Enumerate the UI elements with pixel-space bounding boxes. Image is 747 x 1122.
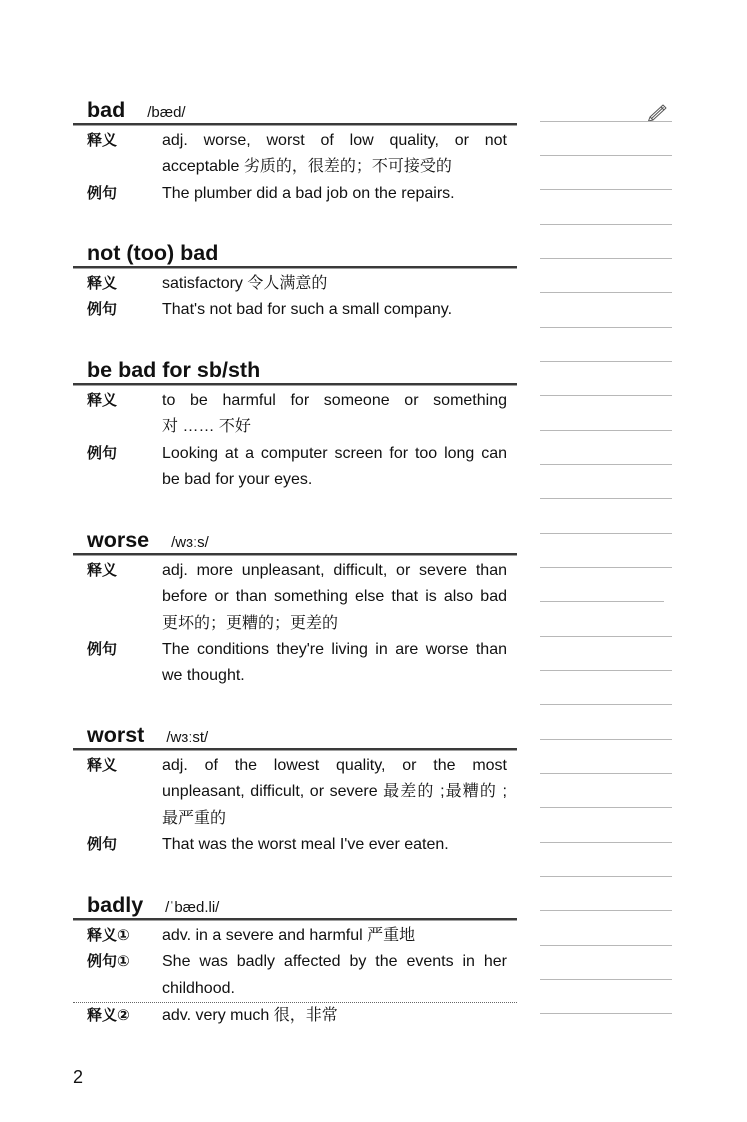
definition-line: to be harmful for someone or something [162, 392, 507, 409]
entry-be-bad-for [73, 358, 517, 493]
note-line [540, 704, 672, 705]
phonetic: /bæd/ [147, 104, 186, 121]
definition-label: 释义 [87, 132, 118, 149]
definition-line: 更坏的；更糟的；更差的 [162, 614, 339, 632]
definition-line: acceptable 劣质的，很差的；不可接受的 [162, 158, 452, 176]
headword: badly [87, 893, 144, 917]
example-line: Looking at a computer screen for too long can [162, 444, 507, 462]
note-line [540, 739, 672, 740]
entry-body [73, 386, 517, 493]
example-line: The conditions they're living in are worse than [162, 640, 507, 658]
note-line [540, 327, 672, 328]
entry-heading [73, 241, 517, 266]
note-line [540, 601, 664, 602]
note-line [540, 533, 672, 534]
example-text [162, 949, 507, 1002]
phonetic: /wɜːst/ [166, 729, 209, 746]
note-line [540, 910, 672, 911]
definition-line: satisfactory 令人满意的 [162, 275, 328, 292]
example-row [73, 949, 517, 1002]
example-label: 例句 [87, 184, 118, 202]
note-line [540, 807, 672, 808]
example-label: 例句 [87, 640, 118, 658]
example-label: 例句 [87, 835, 118, 853]
definition-text [162, 753, 507, 832]
headword: bad [87, 98, 126, 122]
example-line: The plumber did a bad job on the repairs. [162, 184, 455, 202]
definition-label: 释义 [87, 275, 118, 292]
definition-label: 释义 [87, 757, 118, 774]
example-text [162, 181, 507, 207]
definition-line: adj. worse, worst of low quality, or not [162, 132, 507, 149]
entry-body [73, 126, 517, 207]
entry-heading [73, 358, 517, 383]
definition-row [73, 388, 517, 441]
note-line [540, 773, 672, 774]
definition-line: before or than something else that is also bad [162, 588, 507, 606]
definition-row [73, 1002, 517, 1029]
definition-label: 释义 [87, 392, 118, 409]
example-label: 例句① [87, 953, 130, 971]
entry-heading [73, 893, 517, 918]
note-line [540, 567, 672, 568]
example-text [162, 832, 507, 858]
example-label: 例句 [87, 301, 118, 319]
example-row [73, 637, 517, 690]
headword: worse [87, 528, 150, 552]
definition-line: 对 …… 不好 [162, 418, 251, 436]
definition-text [162, 388, 507, 441]
example-row [73, 297, 517, 323]
example-line: She was badly affected by the events in her [162, 953, 507, 971]
note-line [540, 395, 672, 396]
example-text [162, 441, 507, 494]
entry-heading [73, 528, 517, 553]
definition-line: 最严重的 [162, 809, 227, 827]
note-line [540, 979, 672, 980]
headword: worst [87, 723, 145, 747]
headword: be bad for sb/sth [87, 358, 261, 382]
note-line [540, 155, 672, 156]
note-line [540, 876, 672, 877]
definition-line: unpleasant, difficult, or severe 最差的 ;最糟的 ; [162, 783, 507, 801]
entry-body [73, 269, 517, 324]
entry-bad [73, 98, 517, 207]
page-number: 2 [73, 1067, 84, 1087]
definition-line: adj. more unpleasant, difficult, or severe than [162, 562, 507, 579]
entry-body [73, 921, 517, 1029]
note-line [540, 361, 672, 362]
note-line [540, 842, 672, 843]
definition-text [162, 128, 507, 181]
note-line [540, 464, 672, 465]
note-line [540, 292, 672, 293]
definition-text [162, 271, 507, 297]
definition-row [73, 753, 517, 832]
definition-text [162, 923, 507, 949]
example-row [73, 832, 517, 858]
definition-text [162, 1003, 507, 1029]
definition-label: 释义① [87, 927, 130, 944]
example-line: That was the worst meal I've ever eaten. [162, 835, 449, 853]
entry-heading [73, 98, 517, 123]
definition-row [73, 271, 517, 297]
note-line [540, 258, 672, 259]
example-label: 例句 [87, 444, 118, 462]
note-line [540, 498, 672, 499]
definition-line: adv. very much 很，非常 [162, 1006, 338, 1024]
example-text [162, 637, 507, 690]
note-line [540, 670, 672, 671]
phonetic: /ˈbæd.li/ [165, 899, 220, 916]
headword: not (too) bad [87, 241, 219, 265]
note-line [540, 224, 672, 225]
example-row [73, 441, 517, 494]
definition-line: adj. of the lowest quality, or the most [162, 757, 507, 774]
example-line: That's not bad for such a small company. [162, 301, 453, 319]
entry-body [73, 556, 517, 689]
pencil-icon [646, 102, 670, 122]
entry-not-too-bad [73, 241, 517, 324]
example-line: we thought. [162, 667, 245, 685]
entry-badly [73, 893, 517, 1029]
definition-row [73, 558, 517, 637]
entry-body [73, 751, 517, 858]
note-line [540, 121, 672, 122]
definition-label: 释义 [87, 562, 118, 579]
example-line: be bad for your eyes. [162, 470, 313, 488]
note-line [540, 1013, 672, 1014]
example-row [73, 181, 517, 207]
example-line: childhood. [162, 979, 235, 997]
definition-row [73, 923, 517, 949]
entry-worse [73, 528, 517, 689]
definition-label: 释义② [87, 1006, 130, 1024]
entry-heading [73, 723, 517, 748]
phonetic: /wɜːs/ [171, 534, 209, 551]
definition-line: adv. in a severe and harmful 严重地 [162, 927, 416, 944]
note-line [540, 189, 672, 190]
note-line [540, 636, 672, 637]
example-text [162, 297, 507, 323]
definition-row [73, 128, 517, 181]
note-line [540, 430, 672, 431]
definition-text [162, 558, 507, 637]
note-line [540, 945, 672, 946]
entry-worst [73, 723, 517, 858]
